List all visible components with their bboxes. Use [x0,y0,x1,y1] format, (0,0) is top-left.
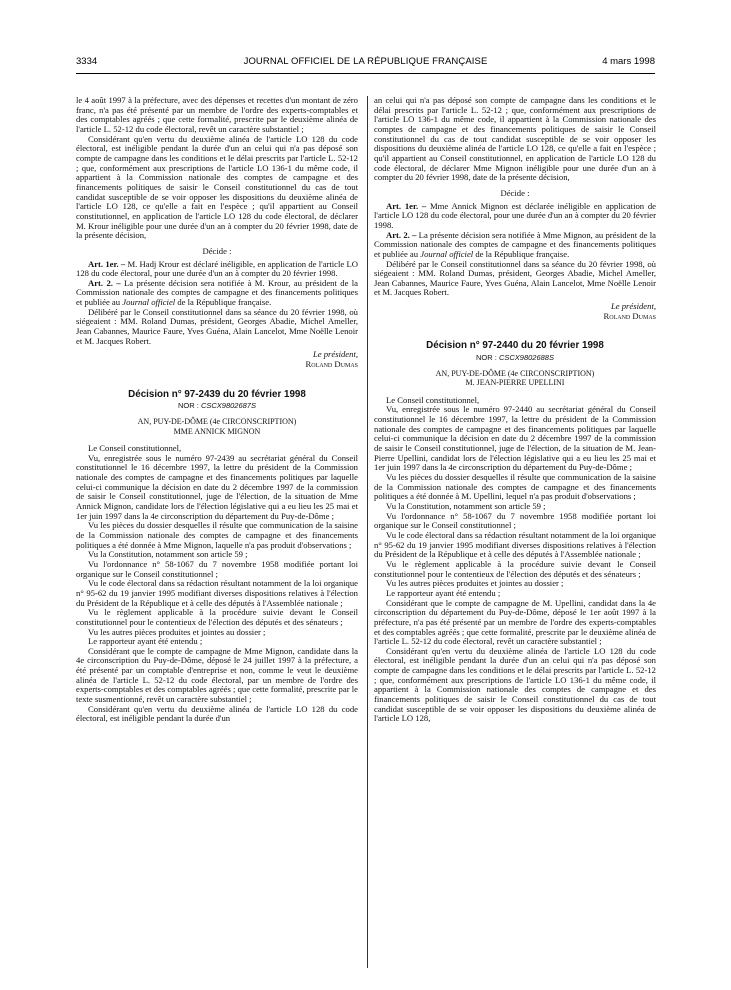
journal-reference: Journal officiel [122,297,176,308]
page-number: 3334 [76,56,98,67]
deliberation: Délibéré par le Conseil constitutionnel dans sa séance du 20 février 1998, où siégeaient : MM. Roland Dumas, président, Georges Abadie, Michel Ameller, Jean Cabannes, Maurice Faure, Yves Guéna, Alain Lancelot, Mme Noëlle Lenoir et M. Jacques Robert. [374,258,656,298]
article-text: de la République française. [473,248,570,259]
journal-reference: Journal officiel [420,248,474,259]
header-rule [76,73,655,74]
circonscription: AN, PUY-DE-DÔME (4e CIRCONSCRIPTION) [137,417,297,427]
page-header [76,56,655,72]
nor-label: NOR : [178,401,201,411]
journal-title: JOURNAL OFFICIEL DE LA RÉPUBLIQUE FRANÇAISE [243,56,488,67]
right-column [374,96,656,724]
paragraph: Le Conseil constitutionnel, [88,443,182,454]
circonscription: AN, PUY-DE-DÔME (4e CIRCONSCRIPTION) [435,368,595,378]
nor-code: CSCX9802688S [498,353,554,363]
paragraph: Vu les pièces du dossier desquelles il résulte que communication de la saisine de la Commission nationale des comptes de campagne et des financements politiques a été donnée à Mme Mignon, laquelle n'a pas produit d'observations ; [76,520,358,550]
paragraph: Considérant qu'en vertu du deuxième alinéa de l'article LO 128 du code électoral, est inéligible pendant la durée d'un [76,703,358,724]
decision-title: Décision n° 97-2440 du 20 février 1998 [426,340,604,352]
paragraph: Considérant que le compte de campagne de M. Upellini, candidat dans la 4e circonscription du département du Puy-de-Dôme, déposé le 1er août 1997 à la préfecture, n'a pas été présenté par un membre de l'ordre des experts-comptables et des comptables agréés ; que cette formalité, prescrite par le deuxième alinéa de l'article L. 52-12 du code électoral, revêt un caractère substantiel ; [374,597,656,647]
article-label: Art. 1er. – [88,258,126,269]
nor-code: CSCX9802687S [200,401,256,411]
nor-reference [76,401,358,411]
signature-role: Le président, [312,349,358,360]
paragraph: Considérant qu'en vertu du deuxième alinéa de l'article LO 128 du code électoral, est inéligible pendant la durée d'un an celui qui n'a pas déposé son compte de campagne dans les conditions et le délai prescrits par l'article L. 52-12 ; que, conformément aux prescriptions de l'article LO 136-1 du même code, il appartient à la Commission nationale des comptes de campagne et des financements politiques de saisir le Conseil constitutionnel du cas de tout candidat susceptible de se voir opposer les dispositions du deuxième alinéa de l'article LO 128, ce qu'elle a fait en l'espèce ; qu'il appartient au Conseil constitutionnel, en application de l'article LO 128 du code électoral, de déclarer M. Krour inéligible pour une durée d'un an à compter du 20 février 1998, date de la présente décision, [76,133,358,241]
paragraph: Vu, enregistrée sous le numéro 97-2439 au secrétariat général du Conseil constitutionnel le 16 décembre 1997, la lettre du président de la Commission nationale des comptes de campagne et des financements politiques par laquelle celui-ci communique la décision en date du 2 décembre 1997 de la commission de saisir le Conseil constitutionnel, juge de l'élection, de la situation de Mme Annick Mignon, candidate lors de l'élection législative qui a eu lieu les 25 mai et 1er juin 1997 dans la 4e circonscription du département du Puy-de-Dôme ; [76,452,358,521]
decide-heading: Décide : [500,187,530,198]
paragraph: Considérant qu'en vertu du deuxième alinéa de l'article LO 128 du code électoral, est inéligible pendant la durée d'un an celui qui n'a pas déposé son compte de campagne dans les conditions et le délai prescrits par l'article L. 52-12 ; que, conformément aux prescriptions de l'article LO 136-1 du même code, il appartient à la Commission nationale des comptes de campagne et des financements politiques de saisir le Conseil constitutionnel du cas de tout candidat susceptible de se voir opposer les dispositions du deuxième alinéa de l'article LO 128, [374,645,656,724]
article-2 [374,231,656,260]
left-column [76,96,358,724]
article-text: de la République française. [175,297,272,308]
paragraph: Vu l'ordonnance n° 58-1067 du 7 novembre 1958 modifiée portant loi organique sur le Conseil constitutionnel ; [374,510,656,531]
paragraph: Vu les pièces du dossier desquelles il résulte que communication de la saisine de la Commission nationale des comptes de campagne et des financements politiques a été donnée à M. Upellini, lequel n'a pas produit d'observations ; [374,472,656,502]
paragraph: an celui qui n'a pas déposé son compte de campagne dans les conditions et le délai prescrits par l'article L. 52-12 ; que, conformément aux prescriptions de l'article LO 136-1 du même code, il appartient à la Commission nationale des comptes de campagne et des financements politiques de saisir le Conseil constitutionnel du cas de tout candidat susceptible de se voir opposer les dispositions du deuxième alinéa de l'article LO 128, ce qu'elle a fait en l'espèce ; qu'il appartient au Conseil constitutionnel, en application de l'article LO 128 du code électoral, de déclarer Mme Mignon inéligible pour une durée d'un an à compter du 20 février 1998, date de la présente décision, [374,95,656,183]
article-1 [374,202,656,231]
article-1 [76,260,358,279]
signature-role: Le président, [610,301,656,312]
paragraph: Vu les autres pièces produites et jointes au dossier ; [386,578,564,589]
candidate-name: M. JEAN-PIERRE UPELLINI [465,378,565,388]
paragraph: Vu le code électoral dans sa rédaction résultant notamment de la loi organique n° 95-62 du 19 janvier 1995 modifiant diverses dispositions relatives à l'élection du Président de la République et à celle des députés à l'Assemblée nationale ; [76,578,358,608]
article-label: Art. 2. – [386,229,417,240]
decision-title: Décision n° 97-2439 du 20 février 1998 [128,388,306,400]
paragraph: Le rapporteur ayant été entendu ; [88,636,203,647]
paragraph: le 4 août 1997 à la préfecture, avec des dépenses et recettes d'un montant de zéro franc, n'a pas été présenté par un membre de l'ordre des experts-comptables et des comptables agréés ; que cette formalité, prescrite par le deuxième alinéa de l'article L. 52-12 du code électoral, revêt un caractère substantiel ; [76,95,358,134]
paragraph: Le Conseil constitutionnel, [386,394,480,405]
article-2 [76,279,358,308]
column-divider [367,96,368,968]
article-text: Mme Annick Mignon est déclarée inéligible en application de l'article LO 128 du code électoral, pour une durée d'un an à compter du 20 février 1998. [374,200,656,230]
nor-reference [374,353,656,363]
paragraph: Le rapporteur ayant été entendu ; [386,587,501,598]
article-label: Art. 1er. – [386,200,427,211]
article-text: La présente décision sera notifiée à Mme Mignon, au président de la Commission nationale des comptes de campagne et des financements politiques et publiée au [374,229,656,259]
candidate-name: MME ANNICK MIGNON [173,426,261,436]
article-text: La présente décision sera notifiée à M. Krour, au président de la Commission nationale des comptes de campagne et des financements politiques et publiée au [76,277,358,308]
paragraph: Vu l'ordonnance n° 58-1067 du 7 novembre 1958 modifiée portant loi organique sur le Conseil constitutionnel ; [76,558,358,579]
signature-name: Roland Dumas [603,310,656,321]
paragraph: Vu le code électoral dans sa rédaction résultant notamment de la loi organique n° 95-62 du 19 janvier 1995 modifiant diverses dispositions relatives à l'élection du Président de la République et à celle des députés à l'Assemblée nationale ; [374,529,656,560]
nor-label: NOR : [476,353,499,363]
paragraph: Vu les autres pièces produites et jointes au dossier ; [88,626,266,637]
decide-heading: Décide : [202,245,232,256]
paragraph: Vu la Constitution, notamment son article 59 ; [386,500,546,511]
paragraph: Vu le règlement applicable à la procédure suivie devant le Conseil constitutionnel pour le contentieux de l'élection des députés et des sénateurs ; [76,607,358,627]
issue-date: 4 mars 1998 [602,56,655,67]
article-text: M. Hadj Krour est déclaré inéligible, en application de l'article LO 128 du code électoral, pour une durée d'un an à compter du 20 février 1998. [76,258,358,279]
deliberation: Délibéré par le Conseil constitutionnel dans sa séance du 20 février 1998, où siégeaient : MM. Roland Dumas, président, Georges Abadie, Michel Ameller, Jean Cabannes, Maurice Faure, Yves Guéna, Alain Lancelot, Mme Noëlle Lenoir et M. Jacques Robert. [76,306,358,346]
signature-name: Roland Dumas [305,359,358,370]
paragraph: Considérant que le compte de campagne de Mme Mignon, candidate dans la 4e circonscription du Puy-de-Dôme, déposé le 24 juillet 1997 à la préfecture, a été présenté par un comptable d'entreprise et non, comme le veut le deuxième alinéa de l'article L. 52-12 du code électoral, par un membre de l'ordre des experts-comptables et des comptables agréés ; que cette formalité, prescrite par le texte susmentionné, revêt un caractère substantiel ; [76,645,358,705]
paragraph: Vu le règlement applicable à la procédure suivie devant le Conseil constitutionnel pour le contentieux de l'élection des députés et des sénateurs ; [374,558,656,579]
paragraph: Vu, enregistrée sous le numéro 97-2440 au secrétariat général du Conseil constitutionnel le 16 décembre 1997, la lettre du président de la Commission nationale des comptes de campagne et des financements politiques par laquelle celui-ci communique la décision en date du 2 décembre 1997 de la commission de saisir le Conseil constitutionnel, juge de l'élection, de la situation de M. Jean-Pierre Upellini, candidat lors de l'élection législative qui a eu lieu les 25 mai et 1er juin 1997 dans la 4e circonscription du département du Puy-de-Dôme ; [374,404,656,473]
article-label: Art. 2. – [88,277,121,288]
paragraph: Vu la Constitution, notamment son article 59 ; [88,549,248,560]
